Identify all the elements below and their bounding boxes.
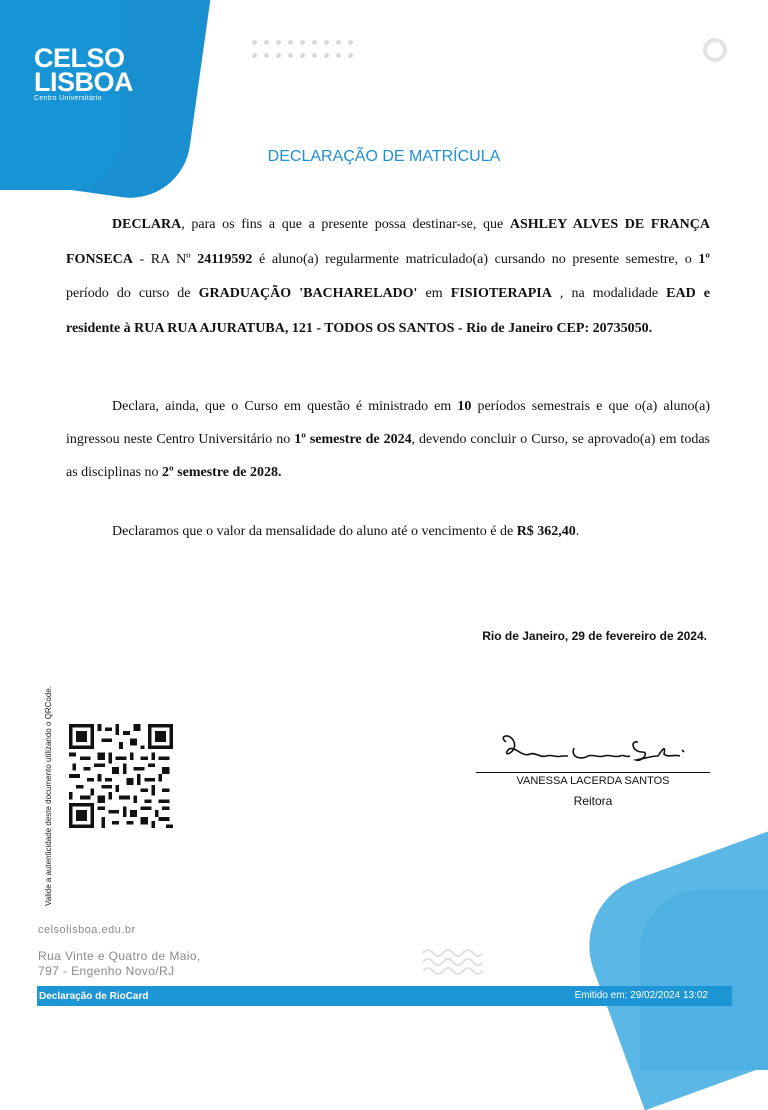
footer-document-type: Declaração de RioCard [39, 991, 149, 1002]
declaration-paragraph-2: Declara, ainda, que o Curso em questão é ministrado em 10 períodos semestrais e que o(a) aluno(a) ingressou neste Centro Universitário no 1º semestre de 2024, devendo concluir o Curso, se aprovado(a) em todas as disciplinas no 2º semestre de 2028. [66, 399, 710, 480]
footer-bar [37, 986, 732, 1006]
signature-line [476, 772, 710, 773]
footer-decor-shape-inner [640, 890, 768, 1070]
logo-subtitle: Centro Universitário [34, 95, 102, 102]
website-link[interactable]: celsolisboa.edu.br [38, 924, 136, 936]
decor-ring-icon [703, 38, 727, 62]
signature-image [496, 728, 696, 776]
logo-line-1: CELSO [34, 43, 125, 73]
qr-code-icon[interactable] [66, 724, 176, 828]
logo-line-2: LISBOA [34, 67, 134, 97]
address-line-2: 797 - Engenho Novo/RJ [38, 964, 175, 978]
document-title: DECLARAÇÃO DE MATRÍCULA [267, 148, 501, 165]
footer-issued-at: Emitido em: 29/02/2024 13:02 [574, 990, 708, 1001]
institution-address [38, 949, 201, 979]
validation-instruction: Valide a autenticidade deste documento utilizando o QRCode. [44, 686, 53, 906]
signatory-role: Reitora [573, 794, 613, 808]
signatory-name: VANESSA LACERDA SANTOS [516, 775, 670, 787]
institution-logo [34, 43, 134, 102]
place-and-date: Rio de Janeiro, 29 de fevereiro de 2024. [482, 629, 707, 643]
wave-decor-icon [421, 947, 483, 977]
decor-dot-grid [252, 40, 356, 58]
address-line-1: Rua Vinte e Quatro de Maio, [38, 949, 201, 963]
declaration-paragraph-3: Declaramos que o valor da mensalidade do aluno até o vencimento é de R$ 362,40. [112, 524, 580, 539]
declaration-paragraph-1: DECLARA, para os fins a que a presente possa destinar-se, que ASHLEY ALVES DE FRANÇA FONSECA - RA Nº 24119592 é aluno(a) regularmente matriculado(a) cursando no presente semestre, o 1º período do curso de GRADUAÇÃO 'BACHARELADO' em FISIOTERAPIA , na modalidade EAD e residente à RUA RUA AJURATUBA, 121 - TODOS OS SANTOS - Rio de Janeiro CEP: 20735050. [66, 217, 711, 336]
